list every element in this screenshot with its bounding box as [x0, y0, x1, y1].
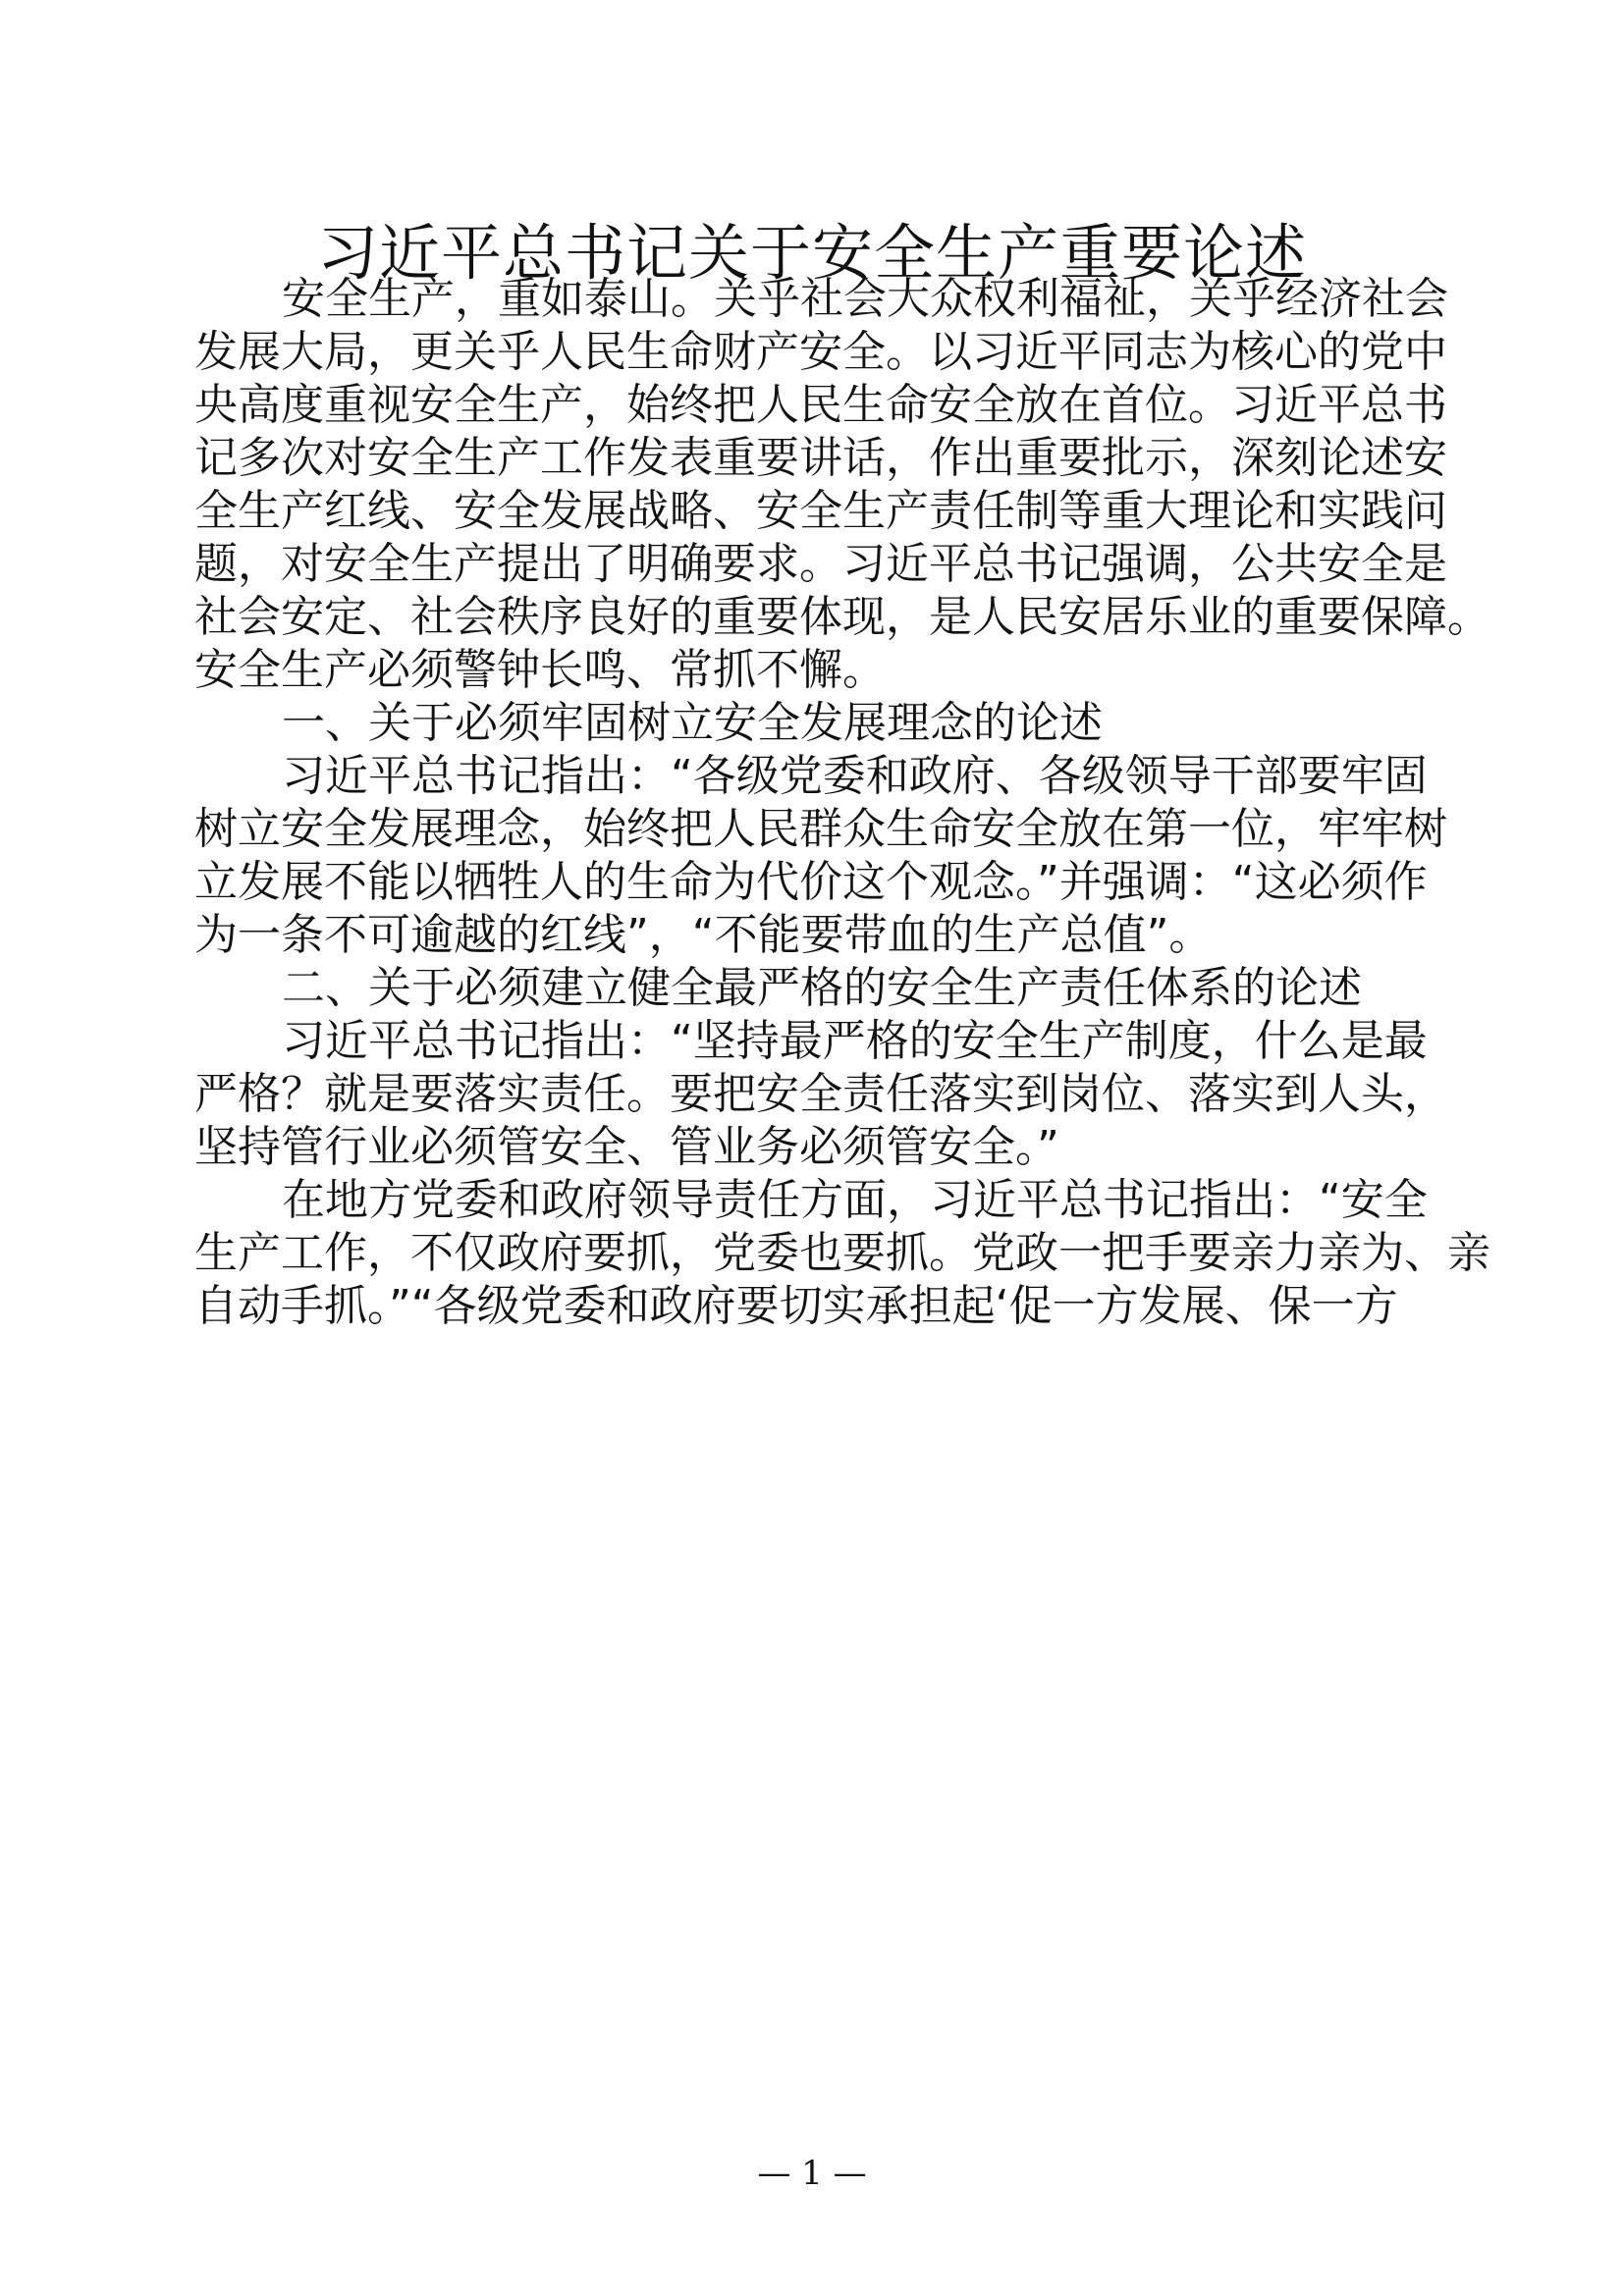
paragraph-line: 安全生产，重如泰山。关乎社会大众权利福祉，关乎经济社会 [282, 274, 1448, 324]
paragraph-line: 安全生产必须警钟长鸣、常抓不懈。 [194, 645, 886, 695]
paragraph-line: 为一条不可逾越的红线”，“不能要带血的生产总值”。 [194, 910, 1213, 960]
paragraph-line: 生产工作，不仅政府要抓，党委也要抓。党政一把手要亲力亲为、亲 [194, 1228, 1490, 1278]
paragraph-line: 习近平总书记指出：“各级党委和政府、各级领导干部要牢固 [282, 751, 1428, 801]
paragraph-line: 严格？就是要落实责任。要把安全责任落实到岗位、落实到人头， [194, 1069, 1447, 1119]
document-title: 习近平总书记关于安全生产重要论述 [316, 217, 1307, 289]
paragraph-line: 央高度重视安全生产，始终把人民生命安全放在首位。习近平总书 [194, 380, 1447, 430]
paragraph-line: 坚持管行业必须管安全、管业务必须管安全。” [194, 1122, 1059, 1172]
paragraph-line: 全生产红线、安全发展战略、安全生产责任制等重大理论和实践问 [194, 486, 1447, 536]
paragraph-line: 树立安全发展理念，始终把人民群众生命安全放在第一位，牢牢树 [194, 804, 1447, 854]
paragraph-line: 发展大局，更关乎人民生命财产安全。以习近平同志为核心的党中 [194, 327, 1447, 377]
section-heading-2: 二、关于必须建立健全最严格的安全生产责任体系的论述 [282, 963, 1362, 1013]
paragraph-line: 立发展不能以牺牲人的生命为代价这个观念。”并强调：“这必须作 [194, 857, 1428, 907]
paragraph-line: 自动手抓。”“各级党委和政府要切实承担起‘促一方发展、保一方 [194, 1281, 1398, 1331]
page-number: — 1 — [757, 2154, 867, 2193]
paragraph-line: 记多次对安全生产工作发表重要讲话，作出重要批示，深刻论述安 [194, 433, 1447, 483]
paragraph-line: 在地方党委和政府领导责任方面，习近平总书记指出：“安全 [282, 1175, 1428, 1225]
paragraph-line: 题，对安全生产提出了明确要求。习近平总书记强调，公共安全是 [194, 539, 1447, 589]
paragraph-line: 习近平总书记指出：“坚持最严格的安全生产制度，什么是最 [282, 1016, 1428, 1066]
paragraph-line: 社会安定、社会秩序良好的重要体现，是人民安居乐业的重要保障。 [194, 592, 1490, 642]
section-heading-1: 一、关于必须牢固树立安全发展理念的论述 [282, 698, 1103, 748]
